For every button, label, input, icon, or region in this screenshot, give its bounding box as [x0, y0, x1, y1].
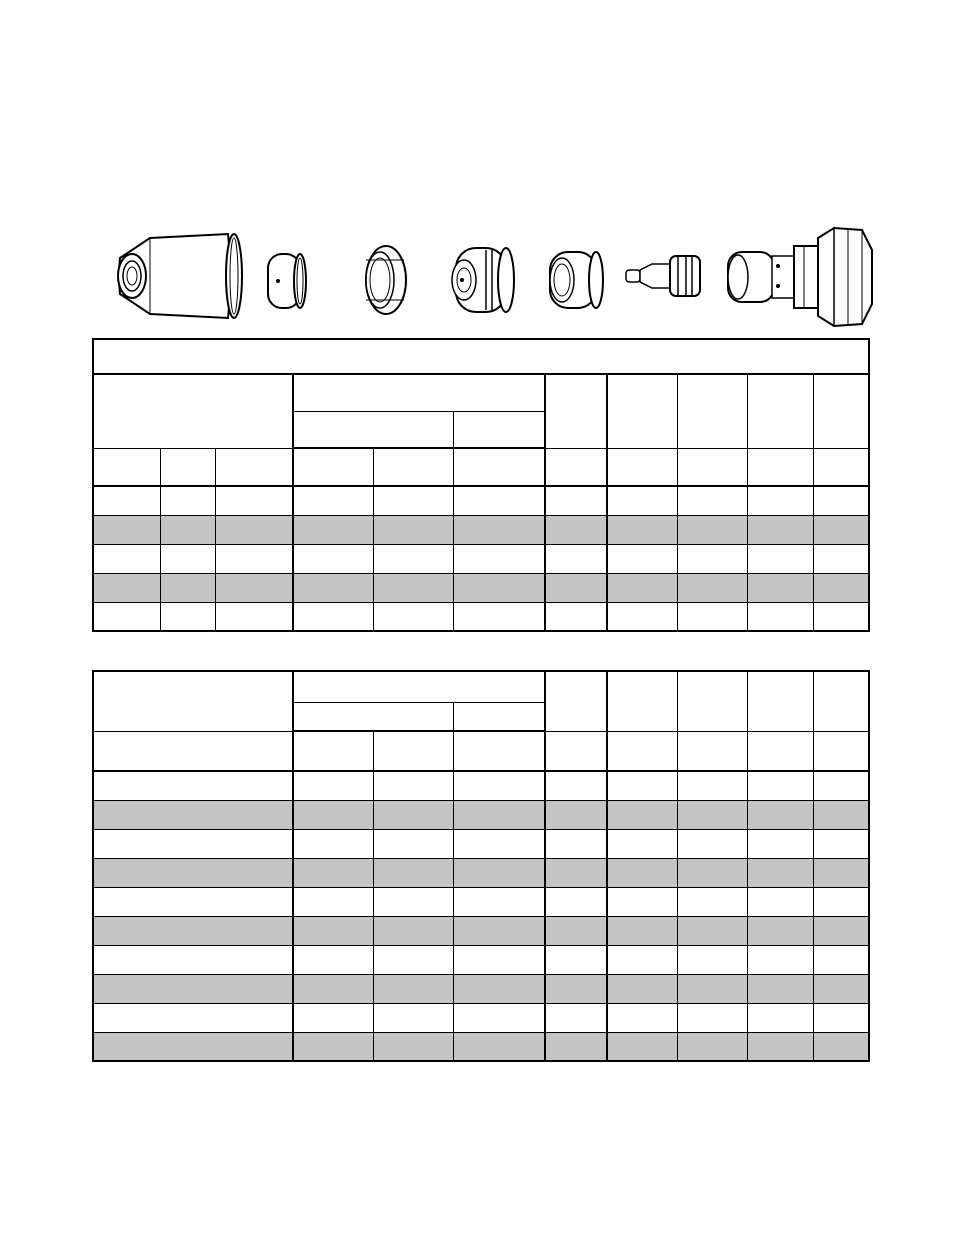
table-cell: [373, 887, 453, 916]
header-subgroup-cell: [293, 702, 453, 731]
table-cell: [545, 829, 607, 858]
table-cell: [677, 771, 747, 800]
cut-chart-table-top: [92, 338, 870, 632]
header-cell: [545, 731, 607, 771]
table-cell: [813, 829, 869, 858]
header-cell: [677, 731, 747, 771]
table-cell: [93, 974, 293, 1003]
table-cell: [747, 1003, 813, 1032]
table-cell: [747, 573, 813, 602]
table-row: [93, 573, 869, 602]
table-cell: [747, 916, 813, 945]
table-cell: [453, 858, 545, 887]
header-cell: [607, 448, 677, 486]
table-cell: [813, 544, 869, 573]
table-cell: [747, 486, 813, 515]
table-cell: [607, 544, 677, 573]
table-cell: [215, 602, 293, 631]
table-cell: [677, 486, 747, 515]
table-cell: [293, 515, 373, 544]
table-cell: [813, 945, 869, 974]
table-cell: [607, 916, 677, 945]
nozzle-icon: [442, 240, 522, 320]
table-cell: [677, 974, 747, 1003]
table-cell: [747, 887, 813, 916]
table-cell: [373, 945, 453, 974]
table-cell: [93, 887, 293, 916]
table-cell: [93, 486, 160, 515]
table-cell: [607, 771, 677, 800]
table-cell: [813, 515, 869, 544]
table-cell: [677, 602, 747, 631]
table-cell: [215, 544, 293, 573]
table-cell: [747, 771, 813, 800]
table-cell: [545, 858, 607, 887]
table-row: [93, 1003, 869, 1032]
table-cell: [215, 573, 293, 602]
table-cell: [93, 544, 160, 573]
table-cell: [545, 1032, 607, 1061]
header-cell: [93, 731, 293, 771]
cut-chart-table-bottom: [92, 670, 870, 1062]
header-cell: [215, 448, 293, 486]
table-cell: [93, 602, 160, 631]
table-cell: [545, 515, 607, 544]
table-cell: [813, 602, 869, 631]
header-cell: [747, 448, 813, 486]
table-cell: [93, 1032, 293, 1061]
table-cell: [677, 916, 747, 945]
table-cell: [813, 974, 869, 1003]
table-cell: [607, 974, 677, 1003]
table-cell: [677, 1032, 747, 1061]
table-cell: [607, 515, 677, 544]
table-cell: [747, 1032, 813, 1061]
table-cell: [160, 544, 215, 573]
table-cell: [453, 800, 545, 829]
table-cell: [747, 945, 813, 974]
table-cell: [293, 829, 373, 858]
consumable-parts-strip: [92, 218, 882, 338]
table-cell: [607, 945, 677, 974]
table-cell: [93, 1003, 293, 1032]
table-cell: [293, 1003, 373, 1032]
table-cell: [747, 544, 813, 573]
table-cell: [93, 771, 293, 800]
table-cell: [373, 858, 453, 887]
table-row: [93, 945, 869, 974]
table-cell: [160, 515, 215, 544]
table-cell: [607, 800, 677, 829]
table-cell: [545, 974, 607, 1003]
table-cell: [813, 916, 869, 945]
table-cell: [293, 544, 373, 573]
table-cell: [293, 602, 373, 631]
header-cell: [373, 448, 453, 486]
header-group-cell: [293, 671, 545, 702]
table-cell: [813, 1003, 869, 1032]
table-cell: [813, 486, 869, 515]
table-cell: [545, 486, 607, 515]
table-cell: [453, 1003, 545, 1032]
table-cell: [813, 1032, 869, 1061]
table-cell: [545, 916, 607, 945]
header-subgroup-cell: [453, 702, 545, 731]
table-cell: [293, 800, 373, 829]
table-row: [93, 515, 869, 544]
table-cell: [677, 1003, 747, 1032]
table-cell: [545, 771, 607, 800]
table-row: [93, 1032, 869, 1061]
table-cell: [373, 602, 453, 631]
table-cell: [160, 602, 215, 631]
table-cell: [453, 974, 545, 1003]
table-cell: [747, 800, 813, 829]
table-row: [93, 486, 869, 515]
table-cell: [373, 544, 453, 573]
table-cell: [453, 544, 545, 573]
table-cell: [453, 486, 545, 515]
table-cell: [293, 573, 373, 602]
table-cell: [677, 858, 747, 887]
header-cell: [607, 731, 677, 771]
table-cell: [93, 573, 160, 602]
table-cell: [813, 771, 869, 800]
header-cell: [747, 731, 813, 771]
table-cell: [453, 573, 545, 602]
table-cell: [453, 771, 545, 800]
table-cell: [293, 1032, 373, 1061]
table-cell: [813, 800, 869, 829]
header-cell: [677, 671, 747, 731]
header-cell: [677, 448, 747, 486]
table-row: [93, 800, 869, 829]
header-cell: [93, 671, 293, 731]
table-cell: [545, 887, 607, 916]
table-row: [93, 974, 869, 1003]
table-cell: [453, 887, 545, 916]
table-cell: [373, 829, 453, 858]
table-cell: [545, 544, 607, 573]
table-cell: [607, 573, 677, 602]
table-cell: [160, 486, 215, 515]
table-cell: [373, 573, 453, 602]
header-subgroup-cell: [293, 411, 453, 448]
table-cell: [93, 829, 293, 858]
table-cell: [607, 486, 677, 515]
table-cell: [453, 1032, 545, 1061]
header-cell: [677, 374, 747, 448]
table-cell: [215, 486, 293, 515]
table-cell: [545, 1003, 607, 1032]
retaining-cap-icon: [262, 248, 312, 314]
electrode-icon: [622, 248, 708, 304]
table-cell: [215, 515, 293, 544]
header-cell: [813, 731, 869, 771]
table-cell: [545, 602, 607, 631]
table-cell: [293, 945, 373, 974]
table-row: [93, 771, 869, 800]
table-row: [93, 544, 869, 573]
table-cell: [93, 858, 293, 887]
header-cell: [453, 448, 545, 486]
table-cell: [607, 602, 677, 631]
table-cell: [677, 887, 747, 916]
header-cell: [813, 448, 869, 486]
header-cell: [373, 731, 453, 771]
table-row: [93, 858, 869, 887]
header-cell: [607, 374, 677, 448]
table-cell: [677, 800, 747, 829]
header-cell: [747, 374, 813, 448]
table-cell: [677, 573, 747, 602]
table-cell: [813, 573, 869, 602]
table-cell: [545, 945, 607, 974]
table-row: [93, 916, 869, 945]
table-cell: [293, 887, 373, 916]
header-cell: [545, 374, 607, 448]
table-cell: [373, 800, 453, 829]
table-cell: [545, 573, 607, 602]
table-cell: [747, 974, 813, 1003]
header-cell: [160, 448, 215, 486]
header-cell: [813, 671, 869, 731]
table-cell: [545, 800, 607, 829]
table-cell: [373, 1032, 453, 1061]
nozzle-retaining-cap-icon: [544, 246, 610, 314]
table-cell: [677, 829, 747, 858]
shield-icon: [110, 228, 245, 324]
table-cell: [607, 858, 677, 887]
table-cell: [677, 515, 747, 544]
table-cell: [677, 544, 747, 573]
table-cell: [293, 486, 373, 515]
table-cell: [93, 916, 293, 945]
table-cell: [747, 515, 813, 544]
table-cell: [747, 602, 813, 631]
table-cell: [607, 1032, 677, 1061]
header-cell: [453, 731, 545, 771]
header-cell: [293, 731, 373, 771]
table-cell: [93, 515, 160, 544]
table-cell: [453, 945, 545, 974]
table-cell: [373, 515, 453, 544]
table-cell: [813, 887, 869, 916]
table-row: [93, 602, 869, 631]
header-cell: [607, 671, 677, 731]
header-cell: [93, 448, 160, 486]
table-row: [93, 887, 869, 916]
table-caption: [93, 339, 869, 374]
table-cell: [677, 945, 747, 974]
header-cell: [293, 448, 373, 486]
header-cell: [545, 448, 607, 486]
table-cell: [747, 829, 813, 858]
header-cell: [545, 671, 607, 731]
table-cell: [373, 486, 453, 515]
table-cell: [453, 916, 545, 945]
table-cell: [607, 887, 677, 916]
table-cell: [607, 1003, 677, 1032]
table-cell: [373, 916, 453, 945]
table-cell: [160, 573, 215, 602]
torch-body-icon: [722, 220, 878, 334]
swirl-ring-icon: [356, 240, 414, 320]
header-group-cell: [293, 374, 545, 411]
table-cell: [373, 974, 453, 1003]
header-cell: [747, 671, 813, 731]
table-cell: [93, 800, 293, 829]
table-cell: [293, 916, 373, 945]
table-cell: [373, 1003, 453, 1032]
table-cell: [293, 974, 373, 1003]
header-cell: [93, 374, 293, 448]
header-subgroup-cell: [453, 411, 545, 448]
header-cell: [813, 374, 869, 448]
table-cell: [607, 829, 677, 858]
table-cell: [453, 515, 545, 544]
table-cell: [453, 602, 545, 631]
table-cell: [373, 771, 453, 800]
table-row: [93, 829, 869, 858]
table-cell: [813, 858, 869, 887]
table-cell: [293, 858, 373, 887]
table-cell: [93, 945, 293, 974]
table-cell: [747, 858, 813, 887]
table-cell: [453, 829, 545, 858]
table-cell: [293, 771, 373, 800]
